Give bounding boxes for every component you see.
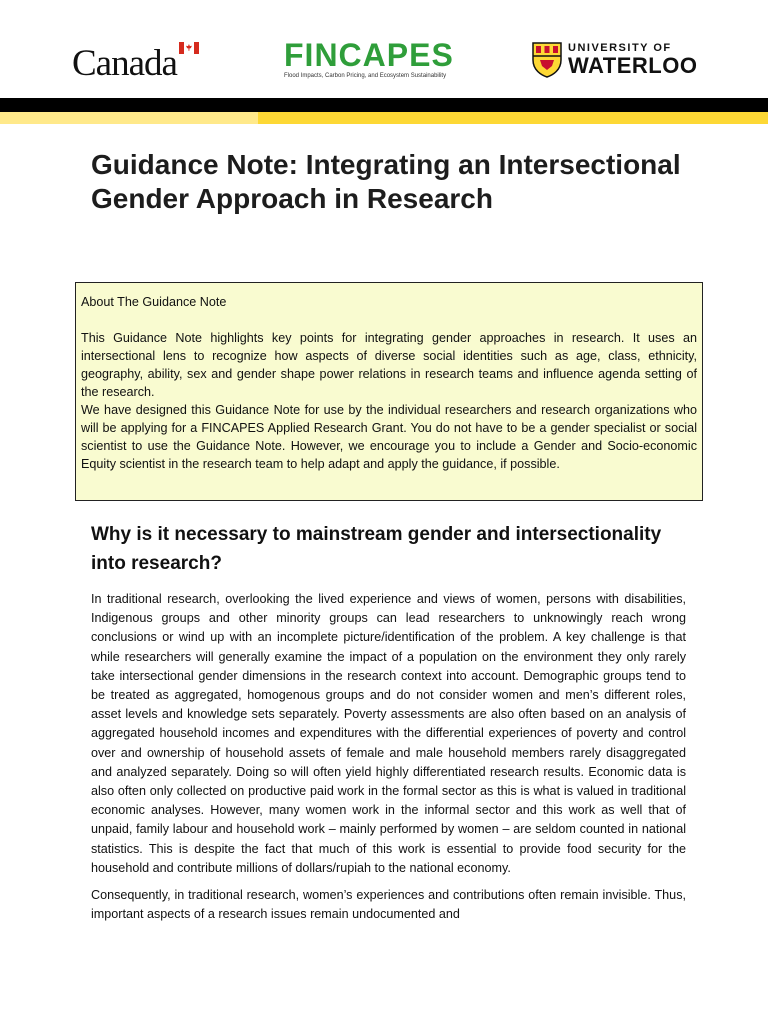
body-paragraph-1: In traditional research, overlooking the lived experience and views of women, persons with disabilities, Indigenous groups and other minority groups can lead researchers to unknowingly reach wrong conclusions or wind up with an incomplete picture/identification of the problem. A key challenge is that while researchers will generally examine the impact of a population on the environment they only rarely take intersectional gender dimensions in the research context into account. Demographic groups tend to be treated as aggregated, homogenous groups and do not consider women and men’s different roles, asset levels and knowledge sets separately. Poverty assessments are also often based on an analysis of aggregated household incomes and expenditures with the differential experiences of poverty and control over and ownership of household assets of female and male household members rarely disaggregated and analyzed separately. Doing so will often yield highly differentiated research results. Economic data is also often only collected on productive paid work in the formal sector as this is what is valued in traditional economic analyses. However, many women work in the informal sector and this work as well that of unpaid, family labour and household work – mainly performed by women – are seldom counted in national statistics. This is despite the fact that much of this work is essential to provide food security for the household and contribute millions of dollars/rupiah to the national economy. [91, 592, 686, 875]
about-heading: About The Guidance Note [81, 295, 227, 309]
page-header [0, 0, 768, 98]
waterloo-crest-icon [532, 42, 562, 78]
waterloo-line2: WATERLOO [568, 53, 698, 78]
canada-logo [72, 38, 199, 82]
body-paragraph-2: Consequently, in traditional research, women’s experiences and contributions often remain invisible. Thus, important aspects of a research issues remain undocumented and [91, 888, 686, 922]
header-black-band [0, 98, 768, 112]
fincapes-logo [284, 39, 466, 79]
fincapes-tagline: Flood Impacts, Carbon Pricing, and Ecosystem Sustainability [284, 73, 447, 79]
about-paragraph-2: We have designed this Guidance Note for use by the individual researchers and research organizations who will be applying for a FINCAPES Applied Research Grant. You do not have to be a gender specialist or social scientist to use the Guidance Note. However, we encourage you to include a Gender and Socio-economic Equity scientist in the research team to help adapt and apply the guidance, if possible. [81, 403, 697, 471]
document-title: Guidance Note: Integrating an Intersectional Gender Approach in Research [91, 149, 681, 214]
waterloo-line1: UNIVERSITY OF [568, 42, 672, 54]
header-yellow-band [0, 112, 768, 124]
canada-flag-icon [179, 42, 199, 54]
section-heading: Why is it necessary to mainstream gender and intersectionality into research? [91, 524, 662, 574]
about-callout-box [75, 282, 703, 501]
canada-wordmark: Canada [72, 43, 177, 84]
fincapes-wordmark: FINCAPES [284, 37, 454, 73]
about-paragraph-1: This Guidance Note highlights key points for integrating gender approaches in research. It uses an intersectional lens to recognize how aspects of diverse social identities such as age, class, ethnicity, geography, ability, sex and gender shape power relations in research teams and influence agenda setting of the research. [81, 331, 697, 399]
section-body [91, 590, 686, 932]
waterloo-logo [532, 42, 697, 78]
